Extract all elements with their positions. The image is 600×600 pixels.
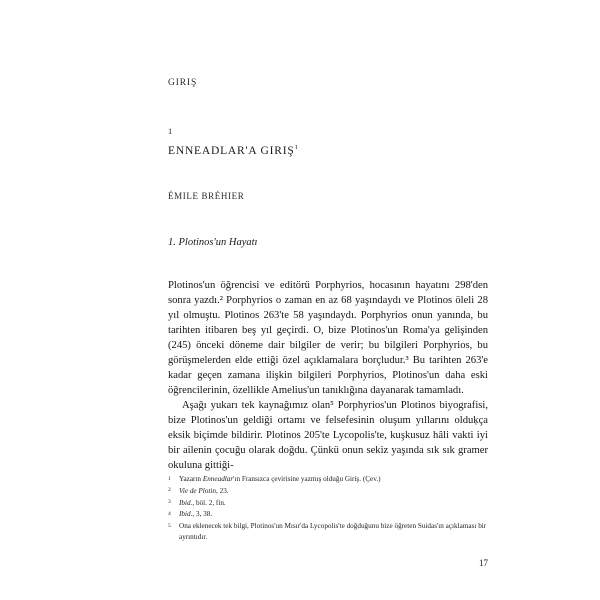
footnote-text-italic: Vie de Plotin (179, 486, 216, 495)
running-head: GIRIŞ (168, 78, 198, 88)
footnote-text-italic: Ibid. (179, 510, 193, 519)
footnote-text-italic: Enneadlar (202, 475, 234, 483)
footnote-item (168, 486, 488, 497)
footnote-number: 3 (168, 499, 171, 506)
footnote-number: 1 (168, 475, 171, 482)
footnote-text-after: , 3, 38. (192, 510, 213, 519)
footnote-text-italic: Ibid. (179, 498, 193, 507)
footnote-text (179, 498, 488, 509)
chapter-number: 1 (168, 126, 173, 136)
footnote-list (168, 474, 488, 544)
chapter-title-text: ENNEADLAR'A GIRIŞ (168, 144, 295, 157)
footnote-text (179, 509, 488, 520)
body-paragraph: Plotinos'un öğrencisi ve editörü Porphyrios, hocasının hayatını 298'den sonra yazdı.² Porphyrios o zaman en az 68 yaşındaydı ve Plotinos öleli 28 yıl olmuştu. Plotinos 263'te 58 yaşındaydı. Porphyrios onun yanında, bu tarihten itibaren beş yıl geçirdi. O, bize Plotinos'un Roma'ya gelişinden (245) önceki döneme dair bilgiler de verir; bu bilgileri Porphyrios, bu görüşmelerden elde ettiği özel açıklamalara borçludur.³ Bu tarihten 263'e kadar geçen zamana ilişkin bilgileri Porphyrios, Plotinos'un daha eski öğrencilerinin, özellikle Amelius'un tanıklığına dayanarak tamamladı. (168, 279, 488, 397)
footnote-text-before: Ona eklenecek tek bilgi, Plotinos'un Mısır'da Lycopolis'te doğduğunu bize öğreten Suidas'ın açıklaması bir ayrıntıdır. (179, 522, 487, 541)
footnote-text (179, 521, 488, 543)
chapter-title (168, 144, 488, 157)
chapter-title-footnote-marker: 1 (294, 144, 298, 151)
footnote-number: 2 (168, 487, 171, 494)
page-number: 17 (479, 558, 488, 568)
section-title: 1. Plotinos'un Hayatı (168, 236, 258, 248)
footnote-item (168, 509, 488, 520)
footnote-item (168, 521, 488, 543)
footnote-number: 5 (168, 522, 171, 529)
footnote-text-after: , 23. (216, 486, 229, 495)
footnote-text-after: , böl. 2, fin. (192, 498, 226, 507)
footnote-number: 4 (168, 510, 171, 517)
footnote-text-before: Yazarın (179, 475, 203, 483)
footnote-text (179, 474, 488, 485)
footnote-item (168, 474, 488, 485)
footnote-text-after: 'ın Fransızca çevirisine yazmış olduğu Giriş. (Çev.) (233, 475, 381, 483)
chapter-author: ÉMILE BRÉHIER (168, 190, 245, 201)
body-paragraph: Aşağı yukarı tek kaynağımız olan⁵ Porphyrios'un Plotinos biyografisi, bize Plotinos'un geldiği ortamı ve felsefesinin oluşum yıllarını olduķça eksik biçimde bildirir. Plotinos 205'te Lycopolis'te, kuşkusuz hâli vakti iyi bir ailenin çocuğu olarak doğdu. Çünkü onun sekiz yaşında sık sık gramer okuluna gittiği- (168, 400, 488, 472)
footnote-item (168, 498, 488, 509)
footnote-text (179, 486, 488, 497)
